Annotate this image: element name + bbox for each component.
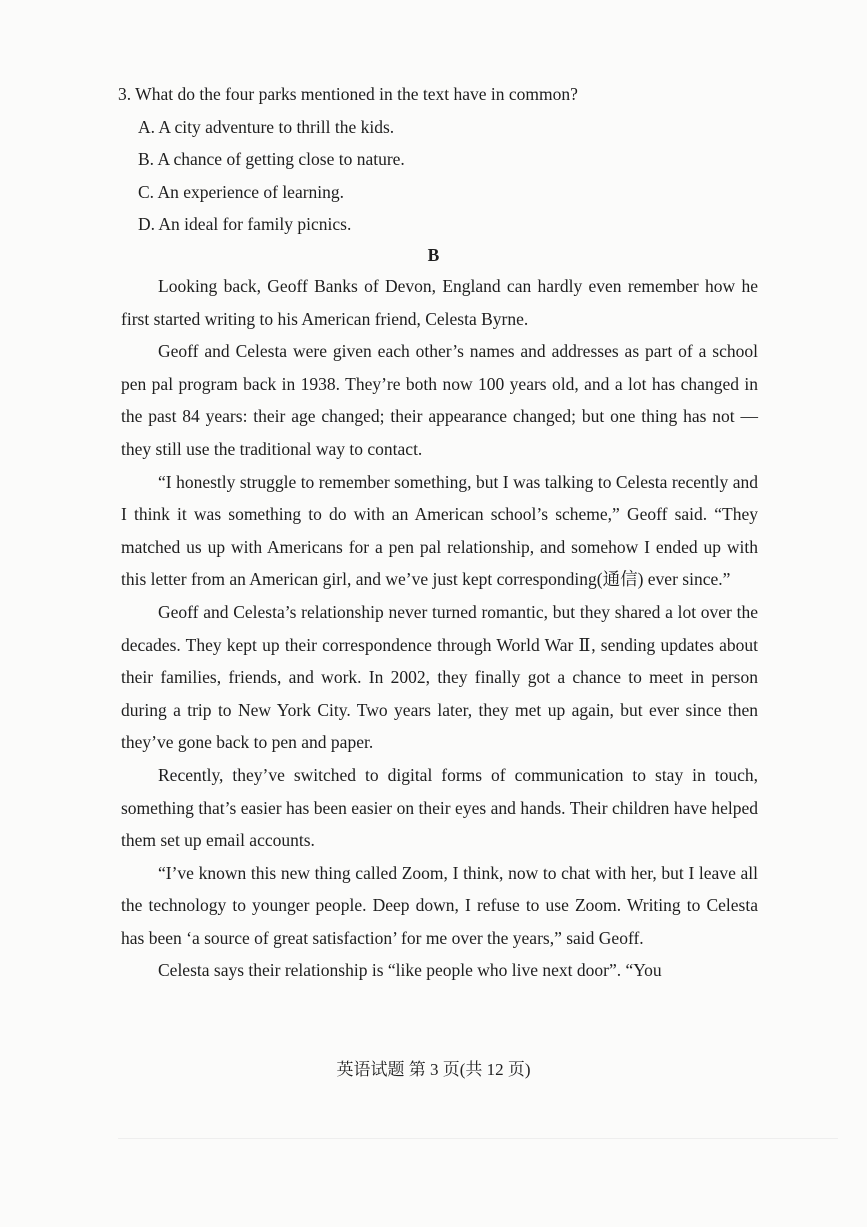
question-3 (118, 78, 758, 241)
paragraph: “I honestly struggle to remember something, but I was talking to Celesta recently and I think it was something to do with an American school’s scheme,” Geoff said. “They matched us up with Americans for a pen pal relationship, and somehow I ended up with this letter from an American girl, and we’ve just kept corresponding(通信) ever since.” (121, 471, 758, 590)
option-d: D. An ideal for family picnics. (138, 214, 352, 234)
paragraph: Geoff and Celesta were given each other’s names and addresses as part of a school pen pal program back in 1938. They’re both now 100 years old, and a lot has changed in the past 84 years: their age changed; their appearance changed; but one thing has not — they still use the traditional way to contact. (121, 341, 758, 459)
divider (118, 1138, 838, 1139)
paragraph: Looking back, Geoff Banks of Devon, England can hardly even remember how he first started writing to his American friend, Celesta Byrne. (121, 276, 758, 329)
reading-passage (121, 270, 758, 987)
paragraph: Recently, they’ve switched to digital forms of communication to stay in touch, something that’s easier has been easier on their eyes and hands. Their children have helped them set up email accounts. (121, 764, 758, 851)
paragraph: “I’ve known this new thing called Zoom, I think, now to chat with her, but I leave all the technology to younger people. Deep down, I refuse to use Zoom. Writing to Celesta has been ‘a source of great satisfaction’ for me over the years,” said Geoff. (121, 862, 758, 948)
section-heading: B (427, 245, 440, 265)
page-footer: 英语试题 第 3 页(共 12 页) (336, 1060, 531, 1079)
paragraph: Geoff and Celesta’s relationship never turned romantic, but they shared a lot over the decades. They kept up their correspondence through World War Ⅱ, sending updates about their families, friends, and work. In 2002, they finally got a chance to meet in person during a trip to New York City. Two years later, they met up again, but ever since then they’ve gone back to pen and paper. (121, 601, 758, 753)
question-stem: 3. What do the four parks mentioned in the text have in common? (118, 84, 578, 104)
paragraph: Celesta says their relationship is “like people who live next door”. “You (158, 960, 662, 981)
option-c: C. An experience of learning. (138, 181, 345, 202)
option-a: A. A city adventure to thrill the kids. (138, 116, 395, 137)
option-b: B. A chance of getting close to nature. (138, 149, 405, 169)
